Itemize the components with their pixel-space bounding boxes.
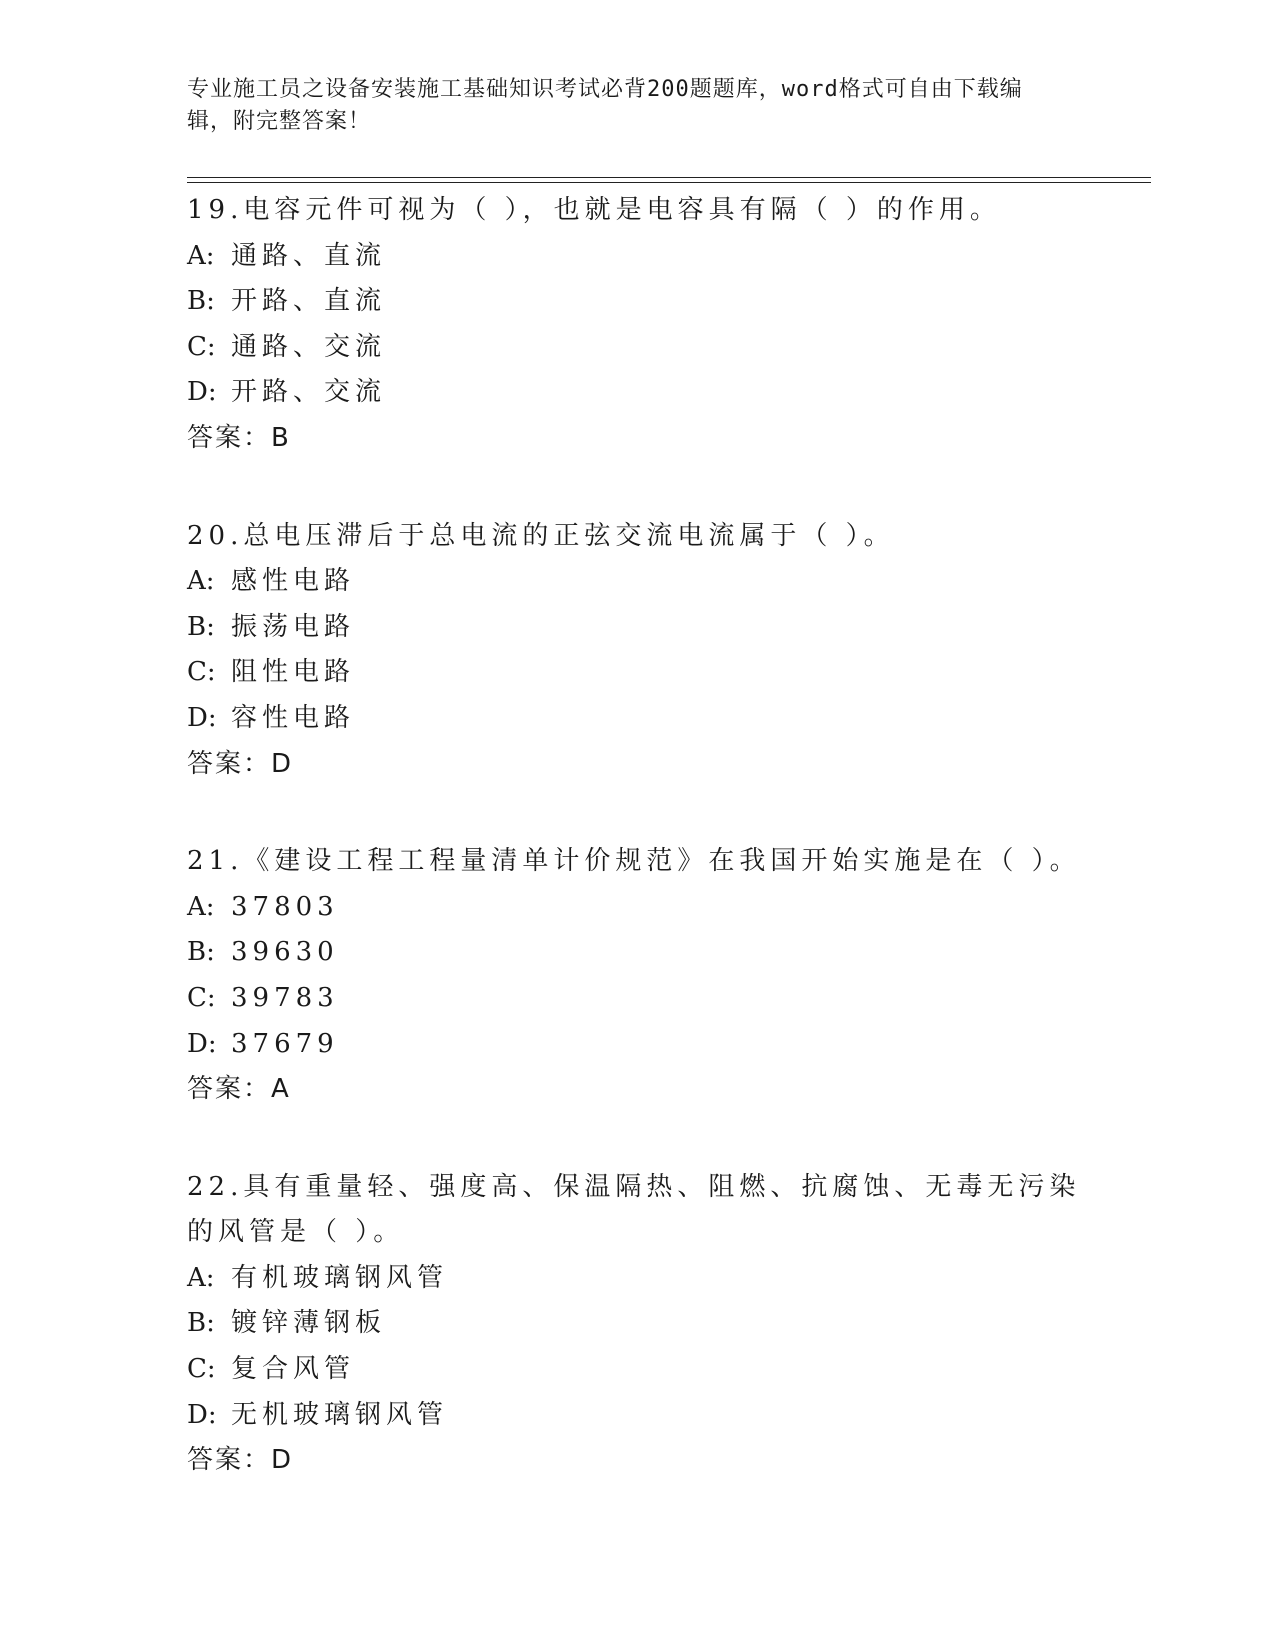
header-divider-top [187,177,1151,178]
option-b [187,605,1087,651]
option-text: 无机玻璃钢风管 [231,1399,449,1430]
option-text: 有机玻璃钢风管 [231,1262,449,1293]
option-b [187,1301,1087,1347]
option-key: C: [187,1354,216,1385]
option-d [187,1022,1087,1068]
answer-value: B [271,422,291,453]
option-a [187,559,1087,605]
option-text: 39630 [231,937,339,968]
option-key: C: [187,657,216,688]
option-key: A: [187,566,215,597]
option-text: 复合风管 [231,1354,356,1385]
option-key: B: [187,286,215,317]
option-text: 通路、交流 [231,331,387,362]
header-divider-bottom [187,182,1151,183]
question-stem: 22.具有重量轻、强度高、保温隔热、阻燃、抗腐蚀、无毒无污染的风管是（ ）。 [187,1171,1081,1248]
option-text: 39783 [231,982,339,1013]
option-key: D: [187,1028,217,1059]
answer-line [187,742,1087,788]
answer-label: 答案： [187,1074,272,1105]
option-text: 阻性电路 [231,657,356,688]
option-c [187,325,1087,371]
question-20 [187,514,1087,788]
option-text: 开路、交流 [231,377,387,408]
option-text: 开路、直流 [231,286,387,317]
option-text: 通路、直流 [231,240,387,271]
option-key: B: [187,611,215,642]
option-a [187,1256,1087,1302]
option-key: D: [187,702,217,733]
question-22 [187,1165,1087,1484]
answer-value: D [271,748,294,779]
option-text: 37803 [231,891,339,922]
option-key: C: [187,331,216,362]
option-d [187,696,1087,742]
option-text: 镀锌薄钢板 [231,1308,387,1339]
answer-label: 答案： [187,422,272,453]
option-key: D: [187,1399,217,1430]
answer-value: D [271,1445,294,1476]
answer-line [187,1438,1087,1484]
option-text: 容性电路 [231,702,356,733]
answer-line [187,416,1087,462]
option-text: 37679 [231,1028,339,1059]
question-stem: 20.总电压滞后于总电流的正弦交流电流属于（ ）。 [187,520,895,551]
option-key: A: [187,891,215,922]
answer-line [187,1067,1087,1113]
option-b [187,279,1087,325]
option-c [187,976,1087,1022]
option-d [187,370,1087,416]
question-stem: 21.《建设工程工程量清单计价规范》在我国开始实施是在（ ）。 [187,846,1081,877]
option-key: B: [187,937,215,968]
question-list [187,188,1087,1536]
document-header: 专业施工员之设备安装施工基础知识考试必背200题题库，word格式可自由下载编辑，附完整答案！ [187,77,1023,134]
option-key: A: [187,1262,215,1293]
option-c [187,1347,1087,1393]
question-stem: 19.电容元件可视为（ ），也就是电容具有隔（ ）的作用。 [187,195,1001,225]
option-b [187,930,1087,976]
option-text: 感性电路 [231,566,356,597]
option-a [187,885,1087,931]
option-c [187,650,1087,696]
option-a [187,234,1087,280]
question-19 [187,188,1087,462]
option-key: C: [187,982,216,1013]
answer-value: A [271,1074,291,1105]
option-d [187,1393,1087,1439]
answer-label: 答案： [187,1445,272,1476]
option-text: 振荡电路 [231,611,356,642]
question-21 [187,839,1087,1113]
option-key: A: [187,240,215,271]
answer-label: 答案： [187,748,272,779]
option-key: B: [187,1308,215,1339]
option-key: D: [187,377,217,408]
